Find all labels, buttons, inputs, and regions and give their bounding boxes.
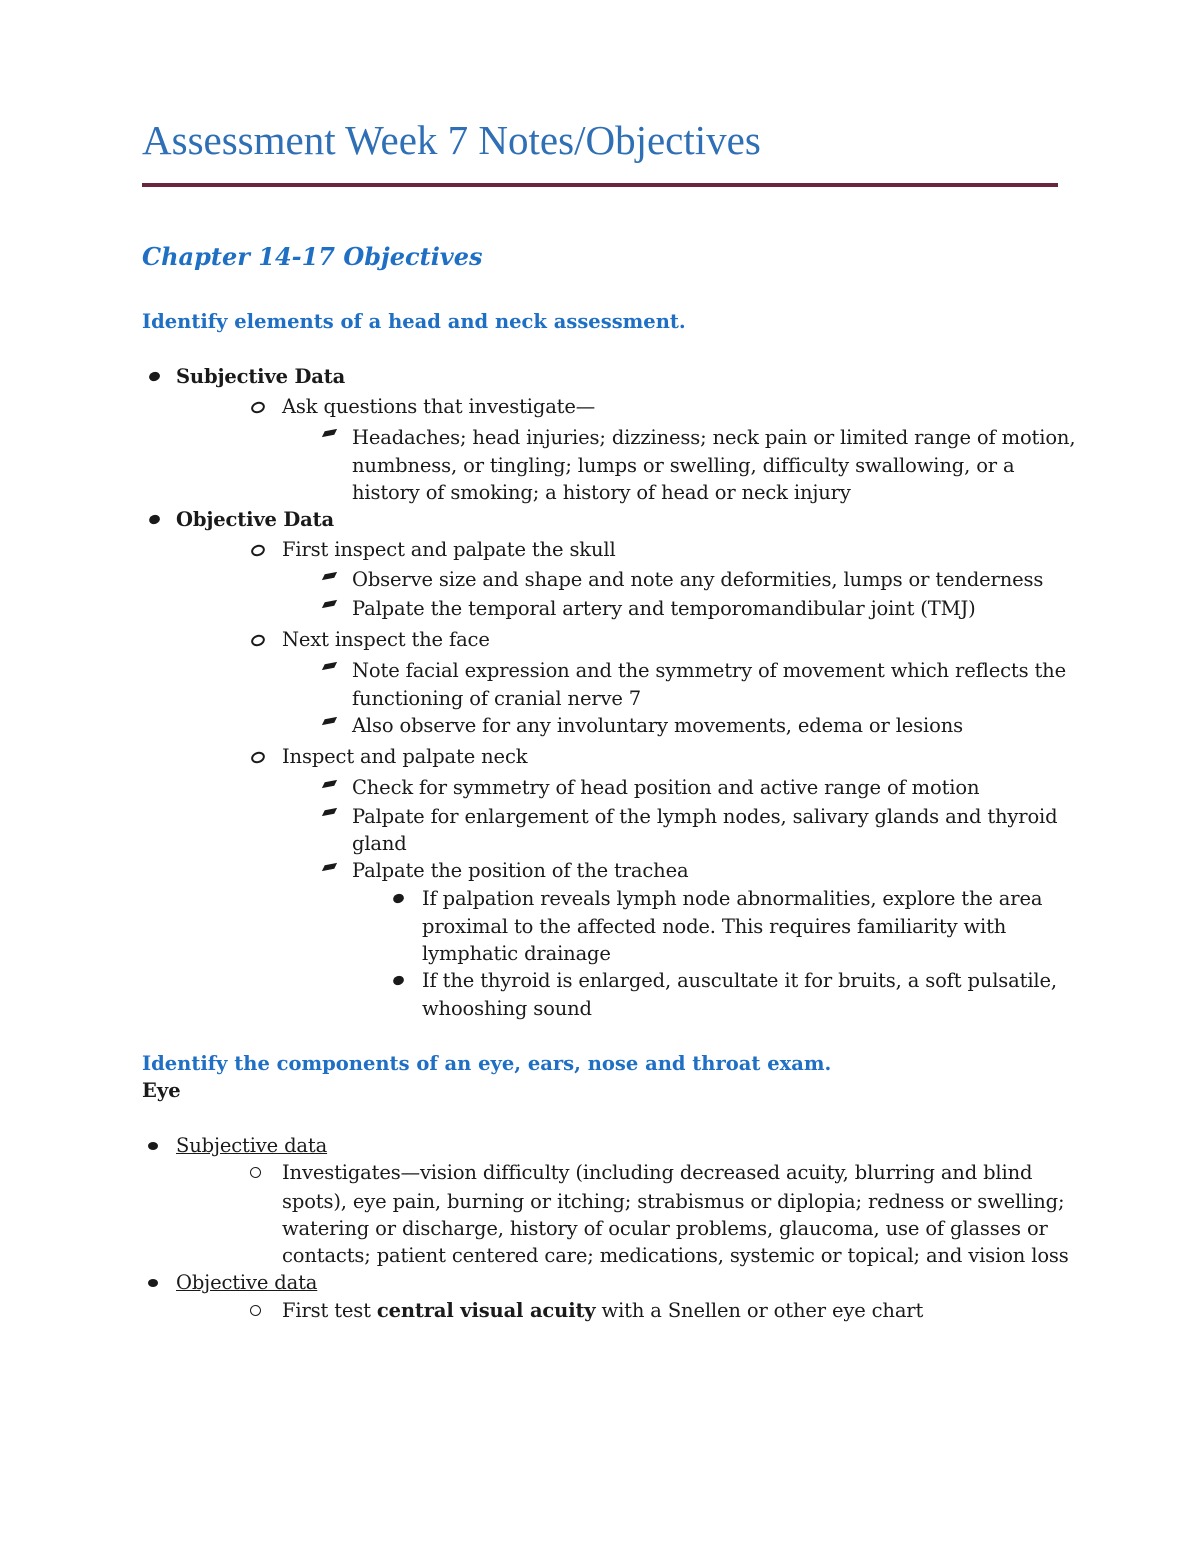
list-item: Inspect and palpate neck (282, 745, 528, 768)
ring-bullet-icon (250, 633, 267, 648)
square-bullet-icon (322, 572, 337, 580)
list-item-continued: spots), eye pain, burning or itching; strabismus or diplopia; redness or swelling; (282, 1190, 1065, 1213)
bullet-icon (148, 1279, 158, 1287)
title-underline-rule (142, 183, 1058, 187)
list-item-continued: functioning of cranial nerve 7 (352, 687, 642, 710)
list-item: If palpation reveals lymph node abnormalities, explore the area (422, 887, 1043, 910)
square-bullet-icon (322, 717, 337, 725)
acuity-text-post: with a Snellen or other eye chart (595, 1299, 924, 1322)
list-item: Note facial expression and the symmetry of movement which reflects the (352, 659, 1066, 682)
bullet-icon (392, 974, 405, 986)
circle-bullet-icon (250, 1167, 261, 1178)
list-item-continued: history of smoking; a history of head or neck injury (352, 481, 851, 504)
list-item: Also observe for any involuntary movements, edema or lesions (352, 714, 963, 737)
chapter-heading: Chapter 14-17 Objectives (142, 242, 483, 271)
list-item-continued: contacts; patient centered care; medications, systemic or topical; and vision loss (282, 1244, 1069, 1267)
objective-data-label: Objective data (176, 1271, 318, 1294)
circle-bullet-icon (250, 1305, 261, 1316)
list-item: First inspect and palpate the skull (282, 538, 616, 561)
ring-bullet-icon (250, 543, 267, 558)
list-item-continued: whooshing sound (422, 997, 592, 1020)
list-item (282, 1297, 923, 1324)
document-title: Assessment Week 7 Notes/Objectives (142, 117, 761, 163)
subjective-data-label: Subjective Data (176, 365, 346, 388)
section-heading-eent: Identify the components of an eye, ears, nose and throat exam. (142, 1052, 832, 1075)
list-item: Palpate the temporal artery and temporomandibular joint (TMJ) (352, 597, 976, 620)
section-heading-head-neck: Identify elements of a head and neck assessment. (142, 310, 686, 333)
square-bullet-icon (322, 429, 337, 437)
square-bullet-icon (322, 808, 337, 816)
square-bullet-icon (322, 662, 337, 670)
list-item: Investigates—vision difficulty (including decreased acuity, blurring and blind (282, 1161, 1033, 1184)
acuity-text-pre: First test (282, 1299, 377, 1322)
bullet-icon (148, 1142, 158, 1150)
acuity-text-bold: central visual acuity (376, 1299, 596, 1322)
bullet-icon (148, 513, 161, 525)
bullet-icon (148, 370, 161, 382)
objective-data-label: Objective Data (176, 508, 334, 531)
square-bullet-icon (322, 863, 337, 871)
ring-bullet-icon (250, 750, 267, 765)
square-bullet-icon (322, 600, 337, 608)
bullet-icon (392, 892, 405, 904)
list-item: Ask questions that investigate— (282, 395, 596, 418)
list-item-continued: gland (352, 832, 407, 855)
list-item-continued: lymphatic drainage (422, 942, 611, 965)
list-item: Headaches; head injuries; dizziness; neck pain or limited range of motion, (352, 426, 1076, 449)
list-item-continued: numbness, or tingling; lumps or swelling, difficulty swallowing, or a (352, 454, 1015, 477)
list-item-continued: proximal to the affected node. This requires familiarity with (422, 915, 1007, 938)
square-bullet-icon (322, 780, 337, 788)
eye-subheading: Eye (142, 1079, 181, 1102)
list-item-continued: watering or discharge, history of ocular problems, glaucoma, use of glasses or (282, 1217, 1048, 1240)
list-item: Next inspect the face (282, 628, 490, 651)
ring-bullet-icon (250, 400, 267, 415)
list-item: Palpate the position of the trachea (352, 859, 689, 882)
list-item: If the thyroid is enlarged, auscultate it for bruits, a soft pulsatile, (422, 969, 1057, 992)
subjective-data-label: Subjective data (176, 1134, 328, 1157)
list-item: Check for symmetry of head position and active range of motion (352, 776, 980, 799)
list-item: Observe size and shape and note any deformities, lumps or tenderness (352, 568, 1044, 591)
list-item: Palpate for enlargement of the lymph nodes, salivary glands and thyroid (352, 805, 1058, 828)
